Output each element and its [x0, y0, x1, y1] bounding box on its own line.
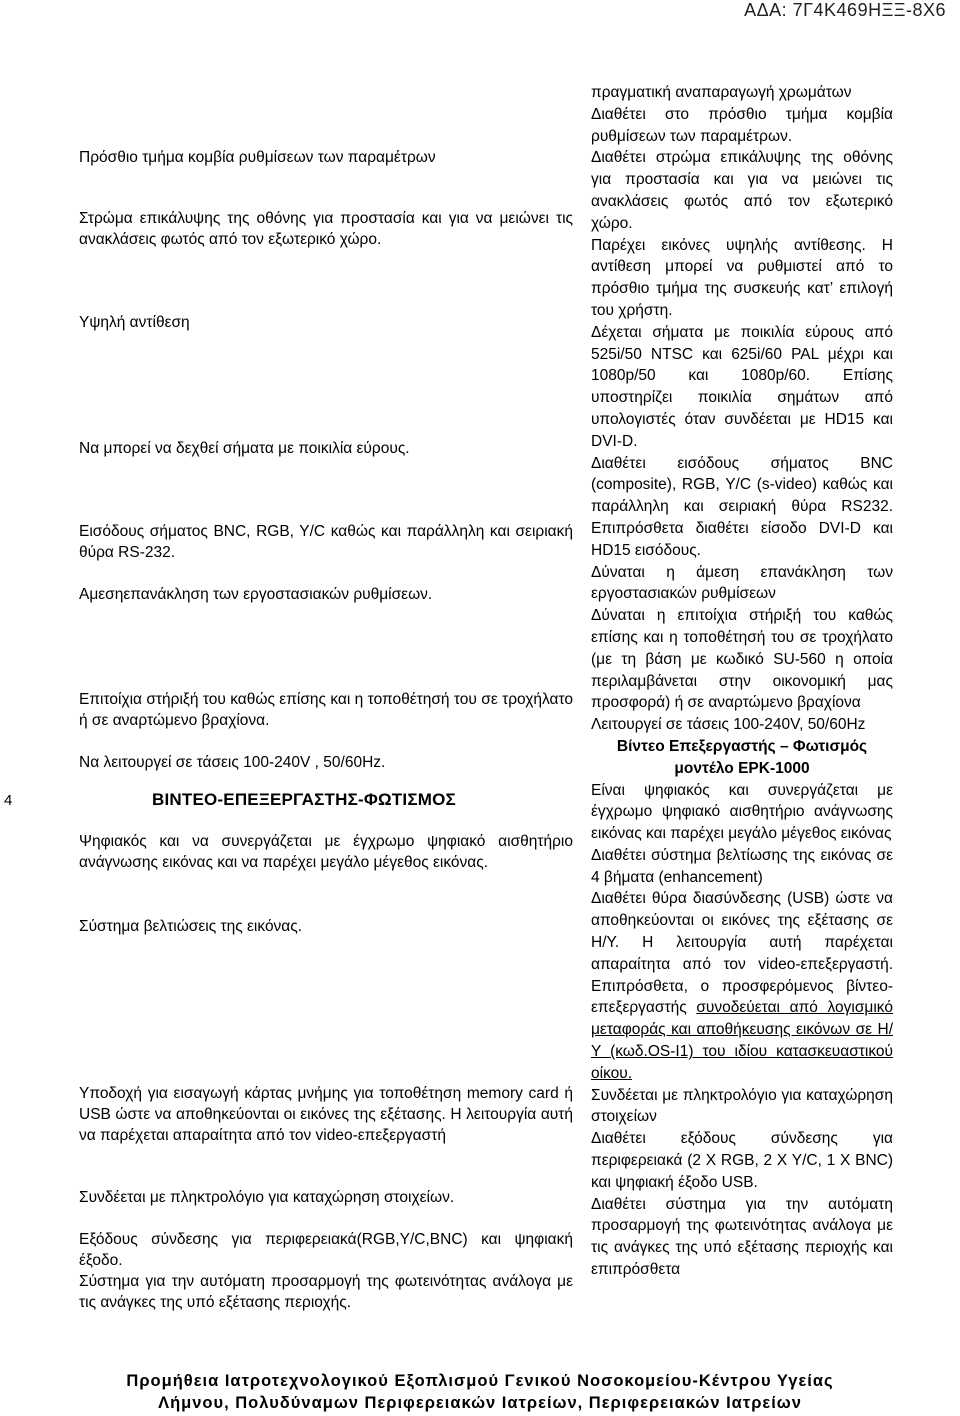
offer-factory-reset: Δύναται η άμεση επανάκληση των εργοστασιακών ρυθμίσεων — [591, 563, 893, 603]
offer-image-enhancement: Διαθέτει σύστημα βελτίωσης της εικόνας σε 4 βήματα (enhancement) — [591, 846, 893, 886]
req-factory-reset: Αμεσηεπανάκληση των εργοστασιακών ρυθμίσεων. — [79, 586, 433, 603]
offer-usb-port — [591, 888, 893, 1084]
req-high-contrast: Υψηλή αντίθεση — [79, 314, 190, 331]
offer-usb-text: Διαθέτει θύρα διασύνδεσης (USB) ώστε να αποθηκεύονται οι εικόνες της εξέτασης σε Η/Υ. Η λειτουργία αυτή παρέχεται απαραίτητα από τον video-επεξεργαστή. Επιπρόσθετα, ο προσφερόμενος βίντεο-επεξεργαστής — [591, 890, 893, 1017]
req-front-controls: Πρόσθιο τμήμα κομβία ρυθμίσεων των παραμέτρων — [79, 149, 436, 166]
req-voltage: Να λειτουργεί σε τάσεις 100-240V , 50/60Hz. — [79, 754, 386, 771]
req-mounting: Επιτοίχια στήριξή του καθώς επίσης και η τοποθέτησή του σε τροχήλατο ή σε αναρτώμενο βραχίονα. — [79, 691, 573, 729]
offer-auto-brightness: Διαθέτει σύστημα για την αυτόματη προσαρμογή της φωτεινότητας ανάλογα με τις ανάγκες της υπό εξέτασης περιοχής και επιπρόσθετα — [591, 1195, 893, 1279]
offer-digital-sensor: Είναι ψηφιακός και συνεργάζεται με έγχρωμο ψηφιακό αισθητήριο ανάγνωσης εικόνας και παρέχει μεγάλο μέγεθος εικόνας — [591, 781, 893, 843]
offer-screen-coating: Διαθέτει στρώμα επικάλυψης της οθόνης για προστασία και για να μειώνει τις ανακλάσεις φωτός από τον εξωτερικό χώρο. — [591, 149, 893, 232]
req-signal-range: Να μπορεί να δεχθεί σήματα με ποικιλία εύρους. — [79, 440, 410, 457]
offer-keyboard: Συνδέεται με πληκτρολόγιο για καταχώρηση στοιχείων — [591, 1086, 893, 1126]
offer-inputs: Διαθέτει εισόδους σήματος BNC (composite), RGB, Y/C (s-video) καθώς και παράλληλη και σειριακή θύρα RS232. Επιπρόσθετα διαθέτει είσοδο DVI-D και HD15 εισόδους. — [591, 454, 893, 559]
offer-software-underlined: συνοδεύεται από λογισμικό μεταφοράς και αποθήκευσης εικόνων σε Η/Υ (κωδ.OS-I1) του ιδίου κατασκευαστικού οίκου. — [591, 999, 893, 1082]
req-screen-coating: Στρώμα επικάλυψης της οθόνης για προστασία και για να μειώνει τις ανακλάσεις φωτός από τον εξωτερικό χώρο. — [79, 210, 573, 248]
req-image-enhancement: Σύστημα βελτιώσεις της εικόνας. — [79, 918, 303, 935]
offer-voltage: Λειτουργεί σε τάσεις 100-240V, 50/60Hz — [591, 716, 866, 734]
offer-outputs: Διαθέτει εξόδους σύνδεσης για περιφερειακά (2 X RGB, 2 X Y/C, 1 X BNC) και ψηφιακή έξοδο USB. — [591, 1130, 893, 1191]
offer-mounting: Δύναται η επιτοίχια στήριξή του καθώς επίσης και η τοποθέτησή του σε τροχήλατο (με τη βάση με κωδικό SU-560 η οποία περιλαμβάνεται στην οικονομική μας προσφορά) ή σε αναρτώμενο βραχίονα — [591, 607, 893, 712]
req-inputs: Εισόδους σήματος BNC, RGB, Y/C καθώς και παράλληλη και σειριακή θύρα RS-232. — [79, 523, 573, 561]
req-auto-brightness: Σύστημα για την αυτόματη προσαρμογή της φωτεινότητας ανάλογα με τις ανάγκες της υπό εξέτασης περιοχής. — [79, 1273, 573, 1311]
offer-color-reproduction: πραγματική αναπαραγωγή χρωμάτων — [591, 84, 852, 101]
req-memory-card: Υποδοχή για εισαγωγή κάρτας μνήμης για τοποθέτηση memory card ή USB ώστε να αποθηκεύονται οι εικόνες της εξέτασης. Η λειτουργία αυτή να παρέχεται απαραίτητα από τον video-επεξεργαστή — [79, 1085, 573, 1144]
ada-code: ΑΔΑ: 7Γ4Κ469ΗΞΞ-8Χ6 — [744, 0, 946, 20]
req-outputs: Εξόδους σύνδεσης για περιφερειακά(RGB,Y/C,BNC) και ψηφιακή έξοδο. — [79, 1231, 573, 1269]
section-heading: ΒΙΝΤΕΟ-ΕΠΕΞΕΡΓΑΣΤΗΣ-ΦΩΤΙΣΜΟΣ — [152, 790, 456, 809]
offer-signal-range: Δέχεται σήματα με ποικιλία εύρους από 525i/50 NTSC και 625i/60 PAL μέχρι και 1080p/50 και 1080p/60. Επίσης υποστηρίζει ποικιλία σημάτων από υπολογιστές όταν συνδέεται με HD15 και DVI-D. — [591, 323, 893, 450]
req-digital-sensor: Ψηφιακός και να συνεργάζεται με έγχρωμο ψηφιακό αισθητήριο ανάγνωσης εικόνας και να παρέχει μεγάλο μέγεθος εικόνας. — [79, 833, 573, 871]
offer-heading: Βίντεο Επεξεργαστής – Φωτισμός — [616, 737, 868, 755]
footer-line-1: Προμήθεια Ιατροτεχνολογικού Εξοπλισμού Γενικού Νοσοκομείου-Κέντρου Υγείας — [126, 1372, 834, 1390]
offer-column — [591, 82, 893, 1281]
item-number: 4 — [4, 792, 13, 809]
offer-high-contrast: Παρέχει εικόνες υψηλής αντίθεσης. Η αντίθεση μπορεί να ρυθμιστεί από το πρόσθιο τμήμα της συσκευής κατ’ επιλογή του χρήστη. — [591, 236, 893, 319]
offer-front-controls: Διαθέτει στο πρόσθιο τμήμα κομβία ρυθμίσεων των παραμέτρων. — [591, 105, 893, 145]
footer-line-2: Λήμνου, Πολυδύναμων Περιφερειακών Ιατρείων, Περιφερειακών Ιατρείων — [158, 1394, 802, 1412]
offer-model: μοντέλο EPK-1000 — [674, 759, 810, 777]
req-keyboard: Συνδέεται με πληκτρολόγιο για καταχώρηση στοιχείων. — [79, 1189, 455, 1206]
